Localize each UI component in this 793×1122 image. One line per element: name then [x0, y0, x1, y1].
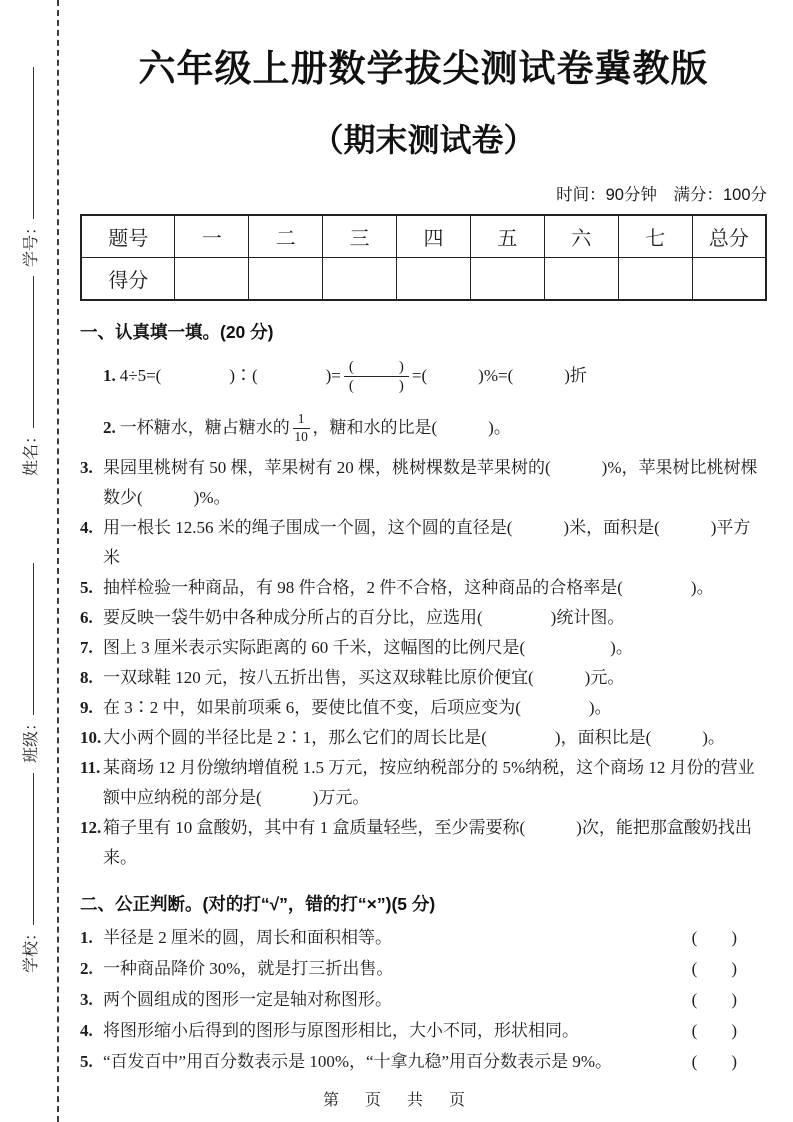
question-text: =( )%=( )折 — [411, 366, 587, 385]
score-table-col-6: 六 — [544, 215, 618, 258]
judgment-text — [80, 984, 392, 1015]
score-table-col-total: 总分 — [692, 215, 766, 258]
judgment-text — [80, 953, 393, 984]
question-number: 7. — [80, 638, 93, 657]
answer-parentheses: ( ) — [691, 959, 737, 978]
judgment-list — [80, 922, 767, 1077]
score-cell — [470, 258, 544, 301]
score-table-score-row — [81, 258, 766, 301]
question-number: 9. — [80, 698, 93, 717]
score-table — [80, 214, 767, 301]
time-score-meta: 时间：90分钟 满分：100分 — [556, 186, 767, 204]
fraction-numerator: 1 — [293, 411, 310, 428]
school-label: 学校： — [23, 924, 40, 973]
judgment-statement: 一种商品降价 30%，就是打三折出售。 — [103, 959, 394, 978]
question-number: 4. — [80, 518, 93, 537]
score-cell — [397, 258, 471, 301]
score-cell — [323, 258, 397, 301]
student-id-label: 学号： — [23, 218, 40, 267]
score-table-score-label: 得分 — [81, 258, 175, 301]
question-text: 4÷5=( )∶( )= — [119, 366, 341, 385]
fill-question-8 — [80, 663, 767, 693]
name-field — [18, 276, 42, 476]
class-blank-line — [33, 563, 34, 715]
fill-question-1 — [80, 349, 767, 403]
student-id-blank-line — [33, 67, 34, 219]
question-number: 1. — [103, 366, 116, 385]
fill-question-5 — [80, 573, 767, 603]
answer-parentheses: ( ) — [691, 1052, 737, 1071]
question-number: 2. — [80, 959, 93, 978]
answer-parentheses: ( ) — [691, 990, 737, 1009]
question-text: ，糖和水的比是( )。 — [312, 418, 511, 437]
judgment-item-2 — [80, 953, 767, 984]
score-cell — [175, 258, 249, 301]
fill-question-4 — [80, 513, 767, 573]
score-table-col-4: 四 — [397, 215, 471, 258]
fraction-numerator: ( ) — [344, 358, 409, 377]
page-subtitle: （期末测试卷） — [311, 122, 536, 158]
question-number: 3. — [80, 458, 93, 477]
question-text: 某商场 12 月份缴纳增值税 1.5 万元，按应纳税部分的 5%纳税，这个商场 12 月份的营业额中应纳税的部分是( )万元。 — [103, 758, 755, 807]
question-text: 抽样检验一种商品，有 98 件合格，2 件不合格，这种商品的合格率是( )。 — [103, 578, 714, 597]
question-number: 5. — [80, 578, 93, 597]
score-cell — [692, 258, 766, 301]
question-number: 5. — [80, 1052, 93, 1071]
question-text: 用一根长 12.56 米的绳子围成一个圆，这个圆的直径是( )米，面积是( )平方米 — [103, 518, 751, 567]
question-number: 2. — [103, 418, 116, 437]
class-field — [18, 563, 42, 763]
question-text: 一双球鞋 120 元，按八五折出售，买这双球鞋比原价便宜( )元。 — [103, 668, 625, 687]
question-text: 要反映一袋牛奶中各种成分所占的百分比，应选用( )统计图。 — [103, 608, 625, 627]
question-number: 6. — [80, 608, 93, 627]
student-id-field — [18, 67, 42, 267]
paper-content — [80, 0, 767, 1077]
score-cell — [249, 258, 323, 301]
score-cell — [618, 258, 692, 301]
question-text: 在 3∶2 中，如果前项乘 6，要使比值不变，后项应变为( )。 — [103, 698, 612, 717]
judgment-item-4 — [80, 1015, 767, 1046]
section2-heading: 二、公正判断。(对的打“√”，错的打“×”)(5 分) — [80, 894, 436, 914]
score-table-col-3: 三 — [323, 215, 397, 258]
fill-question-2 — [80, 403, 767, 453]
score-table-header-row — [81, 215, 766, 258]
question-number: 8. — [80, 668, 93, 687]
question-number: 11. — [80, 758, 101, 777]
fill-question-9 — [80, 693, 767, 723]
judgment-item-3 — [80, 984, 767, 1015]
score-table-col-7: 七 — [618, 215, 692, 258]
judgment-text — [80, 1015, 579, 1046]
name-blank-line — [33, 276, 34, 428]
question-text: 箱子里有 10 盒酸奶，其中有 1 盒质量轻些，至少需要称( )次，能把那盒酸奶找出来。 — [103, 818, 752, 867]
score-cell — [544, 258, 618, 301]
fraction-denominator: 10 — [294, 428, 308, 444]
judgment-statement: 半径是 2 厘米的圆，周长和面积相等。 — [103, 928, 392, 947]
fraction-denominator: ( ) — [348, 377, 404, 394]
fill-question-12 — [80, 813, 767, 873]
answer-parentheses: ( ) — [691, 928, 737, 947]
fill-question-10 — [80, 723, 767, 753]
fold-dashed-line — [57, 0, 59, 1122]
fill-question-3 — [80, 453, 767, 513]
judgment-text — [80, 922, 392, 953]
fill-question-11 — [80, 753, 767, 813]
answer-parentheses: ( ) — [691, 1021, 737, 1040]
fill-question-6 — [80, 603, 767, 633]
school-field — [18, 773, 42, 973]
judgment-statement: “百发百中”用百分数表示是 100%，“十拿九稳”用百分数表示是 9%。 — [103, 1052, 613, 1071]
score-table-col-5: 五 — [470, 215, 544, 258]
fraction-blank — [344, 358, 409, 395]
score-table-col-2: 二 — [249, 215, 323, 258]
question-number: 12. — [80, 818, 102, 837]
question-number: 1. — [80, 928, 93, 947]
section1-heading: 一、认真填一填。(20 分) — [80, 322, 274, 342]
judgment-item-1 — [80, 922, 767, 953]
judgment-statement: 两个圆组成的图形一定是轴对称图形。 — [103, 990, 392, 1009]
question-number: 10. — [80, 728, 102, 747]
fill-question-7 — [80, 633, 767, 663]
judgment-text — [80, 1046, 612, 1077]
class-label: 班级： — [23, 714, 40, 763]
question-text: 果园里桃树有 50 棵，苹果树有 20 棵，桃树棵数是苹果树的( )%，苹果树比桃树棵数少( )%。 — [103, 458, 758, 507]
school-blank-line — [33, 773, 34, 925]
question-text: 一杯糖水，糖占糖水的 — [119, 418, 290, 437]
judgment-item-5 — [80, 1046, 767, 1077]
judgment-statement: 将图形缩小后得到的图形与原图形相比，大小不同，形状相同。 — [103, 1021, 579, 1040]
fraction-one-tenth — [293, 411, 310, 444]
score-table-question-label: 题号 — [81, 215, 175, 258]
page-footer: 第 页 共 页 — [322, 1092, 470, 1109]
page-title: 六年级上册数学拔尖测试卷冀教版 — [138, 48, 709, 89]
score-table-col-1: 一 — [175, 215, 249, 258]
question-text: 图上 3 厘米表示实际距离的 60 千米，这幅图的比例尺是( )。 — [103, 638, 633, 657]
question-number: 3. — [80, 990, 93, 1009]
name-label: 姓名： — [23, 427, 40, 476]
question-number: 4. — [80, 1021, 93, 1040]
question-text: 大小两个圆的半径比是 2∶1，那么它们的周长比是( )，面积比是( )。 — [103, 728, 725, 747]
